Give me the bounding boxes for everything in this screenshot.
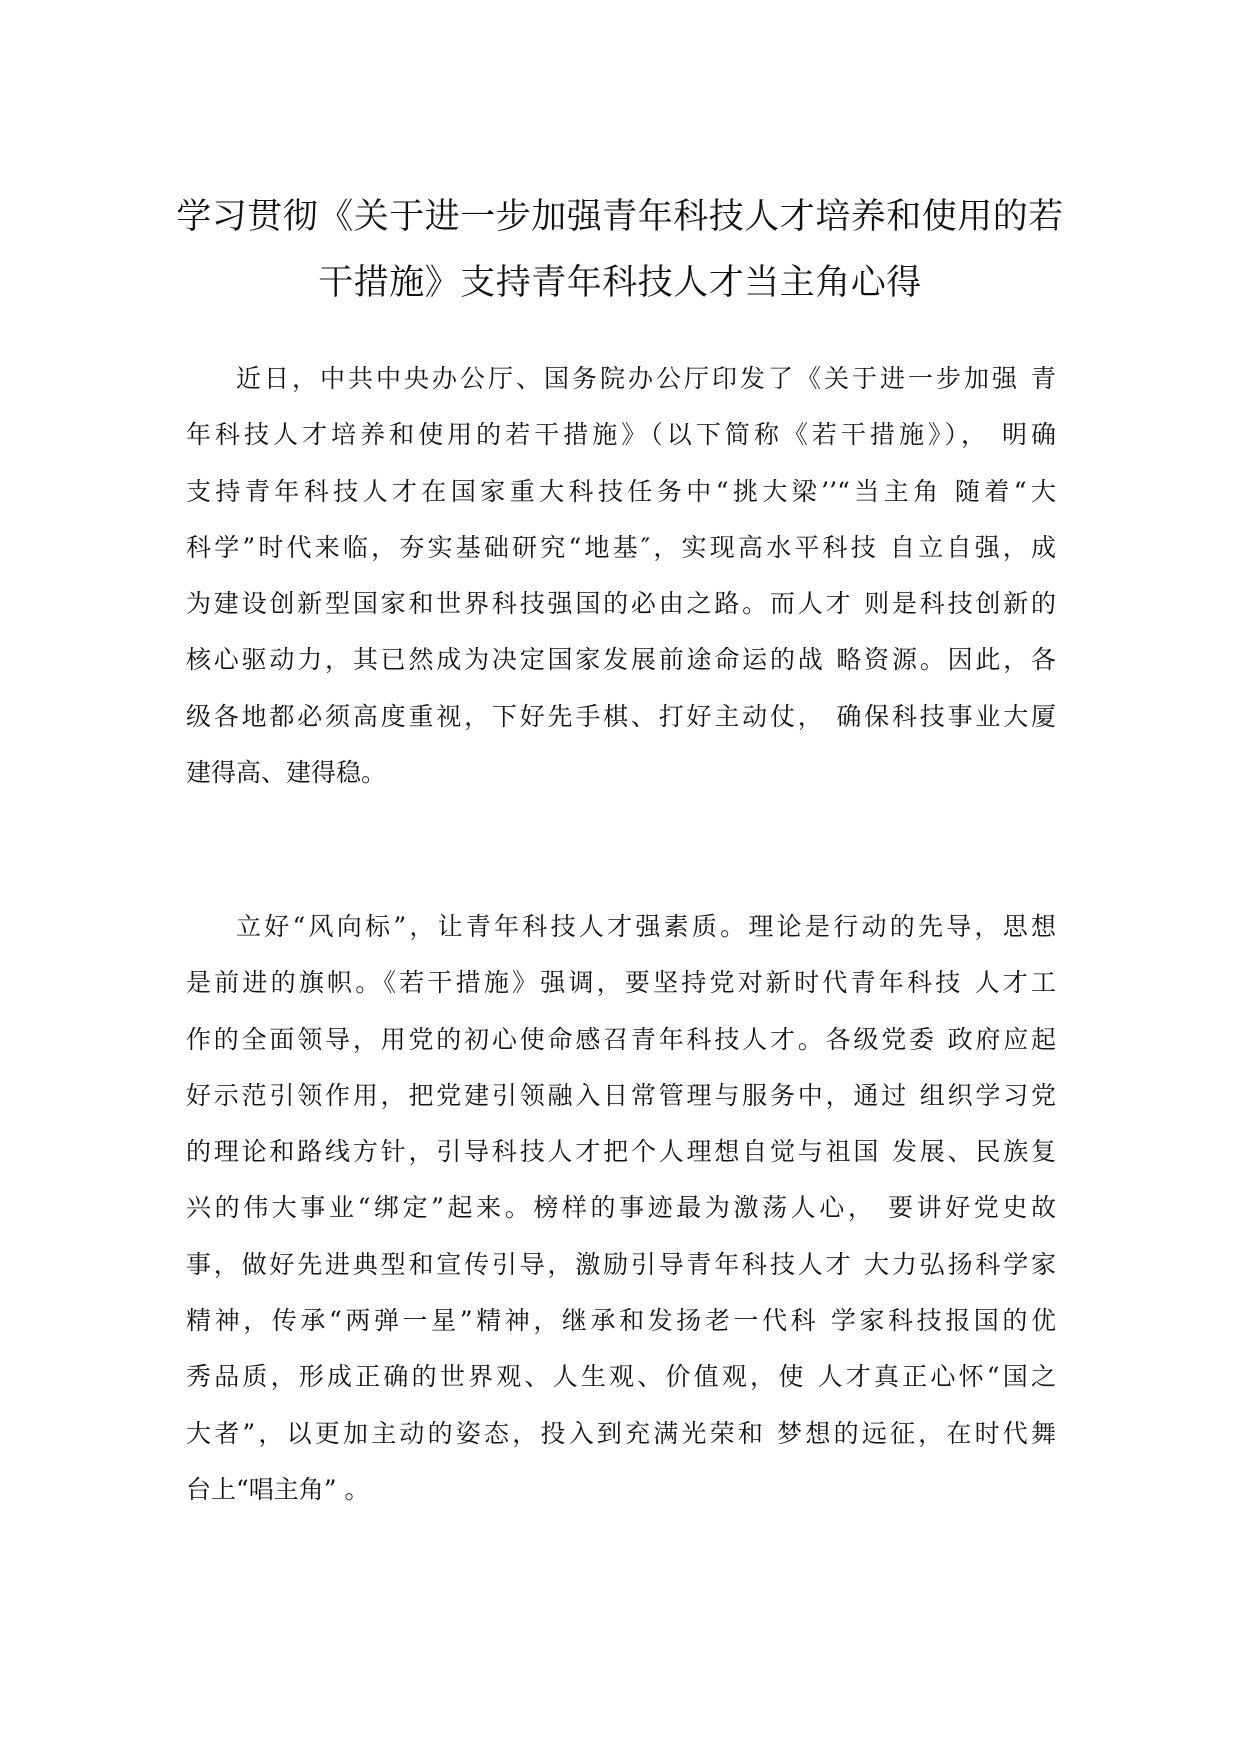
paragraph-line: 的理论和路线方针，引导科技人才把个人理想自觉与祖国 发展、民族复 — [186, 1137, 1056, 1167]
paragraph-line: 科学”时代来临，夯实基础研究“地基″，实现高水平科技 自立自强，成 — [186, 532, 1056, 562]
paragraph-line: 事，做好先进典型和宣传引导，激励引导青年科技人才 大力弘扬科学家 — [186, 1249, 1056, 1279]
body-paragraph — [186, 899, 1056, 1518]
paragraph-line: 核心驱动力，其已然成为决定国家发展前途命运的战 略资源。因此，各 — [186, 645, 1056, 675]
paragraph-line: 立好“风向标”，让青年科技人才强素质。理论是行动的先导，思想 — [236, 912, 1056, 941]
paragraph-line: 为建设创新型国家和世界科技强国的必由之路。而人才 则是科技创新的 — [186, 589, 1056, 619]
body-paragraph — [186, 351, 1056, 801]
paragraph-line: 建得高、建得稳。 — [186, 758, 387, 788]
paragraph-line: 秀品质，形成正确的世界观、人生观、价值观，使 人才真正心怀“国之 — [186, 1362, 1056, 1392]
title-line: 学习贯彻《关于进一步加强青年科技人才培养和使用的若 — [176, 197, 1064, 237]
paragraph-line: 兴的伟大事业“绑定”起来。榜样的事迹最为激荡人心， 要讲好党史故 — [186, 1193, 1056, 1223]
paragraph-line: 支持青年科技人才在国家重大科技任务中“挑大梁’’“当主角 随着“大 — [186, 476, 1056, 506]
paragraph-line: 近日，中共中央办公厅、国务院办公厅印发了《关于进一步加强 青 — [236, 364, 1056, 393]
paragraph-line: 台上“唱主角” 。 — [186, 1474, 370, 1504]
paragraph-line: 年科技人才培养和使用的若干措施》（以下简称《若干措施》）， 明确 — [186, 420, 1056, 450]
paragraph-line: 作的全面领导，用党的初心使命感召青年科技人才。各级党委 政府应起 — [186, 1024, 1056, 1054]
document-title — [150, 184, 1090, 316]
paragraph-line: 级各地都必须高度重视，下好先手棋、打好主动仗， 确保科技事业大厦 — [186, 701, 1056, 731]
paragraph-line: 好示范引领作用，把党建引领融入日常管理与服务中，通过 组织学习党 — [186, 1080, 1056, 1110]
paragraph-line: 大者”，以更加主动的姿态，投入到充满光荣和 梦想的远征，在时代舞 — [186, 1418, 1056, 1448]
paragraph-line: 是前进的旗帜。《若干措施》强调，要坚持党对新时代青年科技 人才工 — [186, 968, 1056, 998]
paragraph-line: 精神，传承“两弹一星”精神，继承和发扬老一代科 学家科技报国的优 — [186, 1306, 1056, 1336]
title-line: 干措施》支持青年科技人才当主角心得 — [318, 263, 922, 303]
